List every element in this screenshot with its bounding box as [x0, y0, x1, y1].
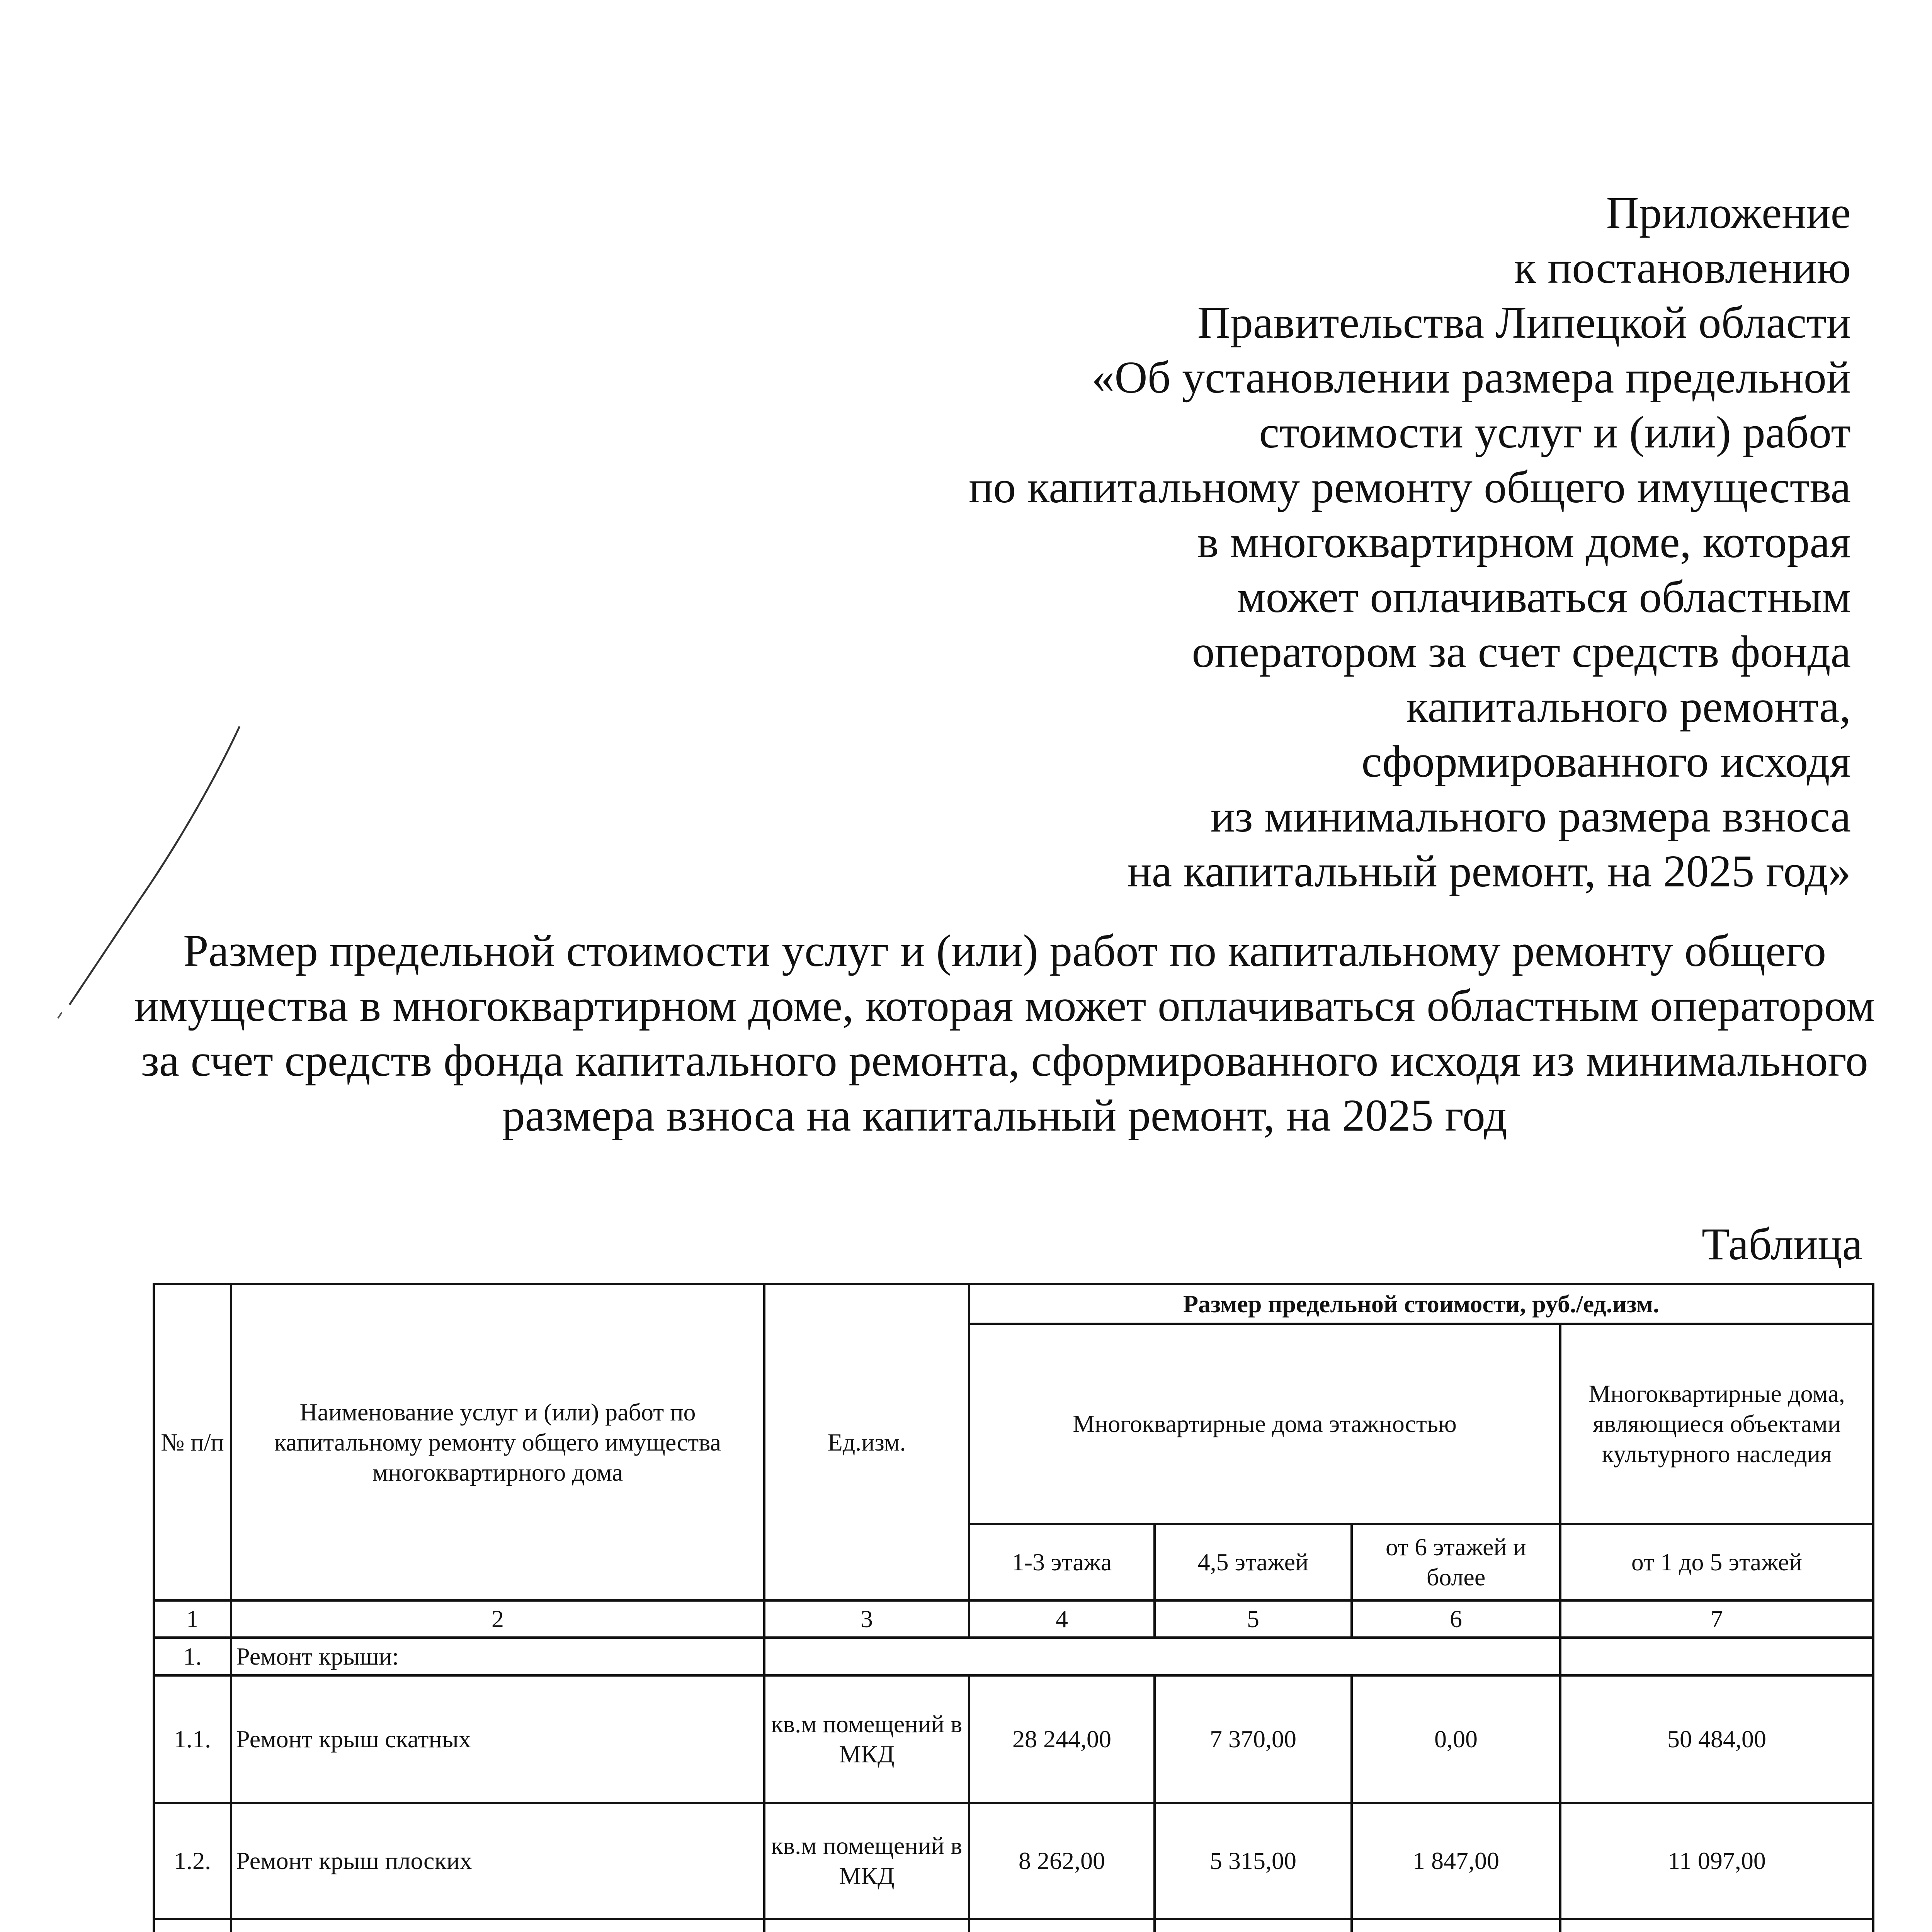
appendix-line: на капитальный ремонт, на 2025 год» [1127, 846, 1851, 896]
title-line: за счет средств фонда капитального ремонта, сформированного исходя из минимального [141, 1035, 1868, 1086]
row-value-floors-1-3: 8 262,00 [969, 1803, 1155, 1919]
row-value-floors-1-3 [969, 1919, 1155, 1932]
appendix-line: может оплачиваться областным [1237, 571, 1851, 622]
row-value-floors-4-5: 7 370,00 [1155, 1675, 1352, 1803]
row-value-heritage [1560, 1919, 1873, 1932]
appendix-line: в многоквартирном доме, которая [1197, 517, 1851, 567]
row-value-floors-6-plus [1352, 1919, 1560, 1932]
row-unit: кв.м помещений в МКД [764, 1803, 969, 1919]
empty-cell [1560, 1638, 1873, 1675]
index-cell: 1 [154, 1600, 231, 1638]
row-num: 1. [154, 1638, 231, 1675]
table-row [154, 1919, 1873, 1932]
row-name: Ремонт крыш скатных [231, 1675, 764, 1803]
appendix-header [769, 185, 1851, 899]
appendix-line: Приложение [1606, 187, 1851, 238]
index-cell: 2 [231, 1600, 764, 1638]
title-line: имущества в многоквартирном доме, которая может оплачиваться областным оператором [134, 980, 1875, 1031]
section-row-roof [154, 1638, 1873, 1675]
column-index-row [154, 1600, 1873, 1638]
header-apartments: Многоквартирные дома этажностью [969, 1324, 1560, 1524]
appendix-line: к постановлению [1514, 242, 1851, 293]
document-title [116, 923, 1893, 1143]
appendix-line: Правительства Липецкой области [1197, 297, 1851, 348]
row-num [154, 1919, 231, 1932]
appendix-line: по капитальному ремонту общего имущества [969, 462, 1851, 512]
index-cell: 6 [1352, 1600, 1560, 1638]
header-unit: Ед.изм. [764, 1284, 969, 1600]
index-cell: 3 [764, 1600, 969, 1638]
title-line: Размер предельной стоимости услуг и (или) работ по капитальному ремонту общего [183, 925, 1827, 976]
header-row-1 [154, 1284, 1873, 1324]
table-row [154, 1803, 1873, 1919]
index-cell: 4 [969, 1600, 1155, 1638]
row-value-floors-4-5 [1155, 1919, 1352, 1932]
header-num: № п/п [154, 1284, 231, 1600]
row-value-floors-6-plus: 1 847,00 [1352, 1803, 1560, 1919]
table-label: Таблица [1701, 1219, 1862, 1269]
appendix-line: «Об установлении размера предельной [1092, 352, 1851, 403]
header-floors-4-5: 4,5 этажей [1155, 1524, 1352, 1600]
row-unit: кв.м помещений в МКД [764, 1675, 969, 1803]
appendix-line: капитального ремонта, [1406, 681, 1851, 732]
row-value-heritage: 11 097,00 [1560, 1803, 1873, 1919]
row-num: 1.2. [154, 1803, 231, 1919]
empty-cell [764, 1638, 1560, 1675]
row-name: Ремонт крыши: [231, 1638, 764, 1675]
row-unit [764, 1919, 969, 1932]
appendix-line: стоимости услуг и (или) работ [1259, 407, 1851, 457]
title-line: размера взноса на капитальный ремонт, на 2025 год [502, 1090, 1507, 1141]
appendix-line: из минимального размера взноса [1210, 791, 1851, 842]
cost-table [153, 1283, 1874, 1932]
row-name: Ремонт крыш плоских [231, 1803, 764, 1919]
header-floors-6-plus: от 6 этажей и более [1352, 1524, 1560, 1600]
row-value-floors-6-plus: 0,00 [1352, 1675, 1560, 1803]
appendix-line: сформированного исходя [1361, 736, 1851, 787]
index-cell: 7 [1560, 1600, 1873, 1638]
index-cell: 5 [1155, 1600, 1352, 1638]
row-name [231, 1919, 764, 1932]
header-name: Наименование услуг и (или) работ по капитальному ремонту общего имущества многоквартирного дома [231, 1284, 764, 1600]
header-heritage-floors: от 1 до 5 этажей [1560, 1524, 1873, 1600]
row-value-heritage: 50 484,00 [1560, 1675, 1873, 1803]
appendix-line: оператором за счет средств фонда [1192, 626, 1851, 677]
row-num: 1.1. [154, 1675, 231, 1803]
header-heritage: Многоквартирные дома, являющиеся объектами культурного наследия [1560, 1324, 1873, 1524]
row-value-floors-4-5: 5 315,00 [1155, 1803, 1352, 1919]
header-cost: Размер предельной стоимости, руб./ед.изм. [969, 1284, 1873, 1324]
row-value-floors-1-3: 28 244,00 [969, 1675, 1155, 1803]
header-floors-1-3: 1-3 этажа [969, 1524, 1155, 1600]
table-row [154, 1675, 1873, 1803]
